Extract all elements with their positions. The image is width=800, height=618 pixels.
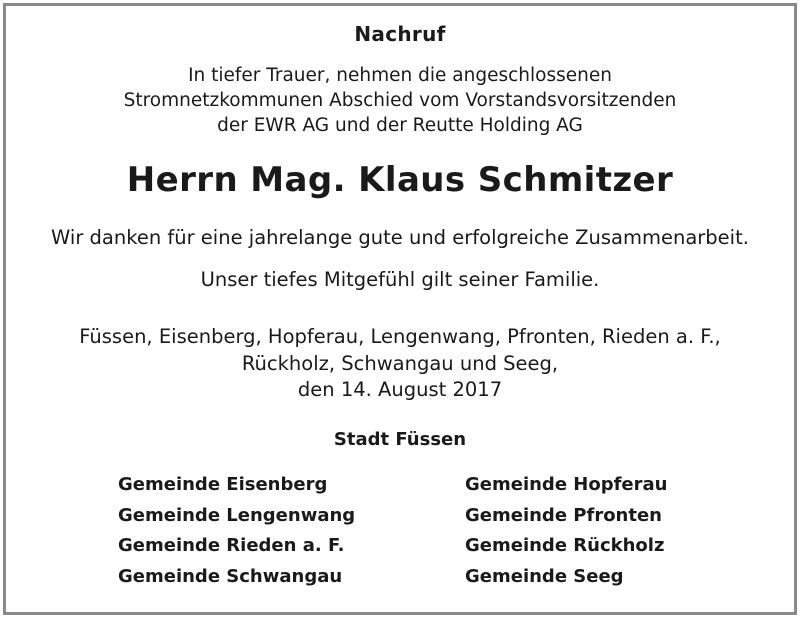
deceased-name: Herrn Mag. Klaus Schmitzer [126,160,674,200]
municipalities-left-column [118,470,355,592]
municipality-signatory: Gemeinde Seeg [465,565,624,587]
municipality-signatory: Gemeinde Lengenwang [118,504,356,526]
municipalities-right-column [465,470,667,592]
municipality-signatory: Gemeinde Rieden a. F. [118,535,345,556]
municipality-signatory: Gemeinde Eisenberg [118,474,328,495]
thanks-text: Wir danken für eine jahrelange gute und erfolgreiche Zusammenarbeit. [51,226,749,249]
obituary-heading: Nachruf [354,22,446,46]
date-line: den 14. August 2017 [297,378,503,401]
sympathy-text: Unser tiefes Mitgefühl gilt seiner Familie. [200,268,600,291]
municipality-signatory: Gemeinde Pfronten [465,504,662,526]
place-line: Füssen, Eisenberg, Hopferau, Lengenwang, Pfronten, Rieden a. F., [79,325,721,348]
place-and-date [0,324,800,404]
city-signatory: Stadt Füssen [333,429,467,450]
municipality-signatory: Gemeinde Schwangau [118,565,343,587]
municipality-signatory: Gemeinde Hopferau [465,474,668,495]
municipality-signatory: Gemeinde Rückholz [465,535,665,556]
intro-line: Stromnetzkommunen Abschied vom Vorstandsvorsitzenden [123,90,677,111]
intro-line: In tiefer Trauer, nehmen die angeschlossenen [188,65,612,86]
intro-line: der EWR AG und der Reutte Holding AG [217,115,583,136]
place-line: Rückholz, Schwangau und Seeg, [241,351,559,375]
intro-paragraph [0,63,800,138]
